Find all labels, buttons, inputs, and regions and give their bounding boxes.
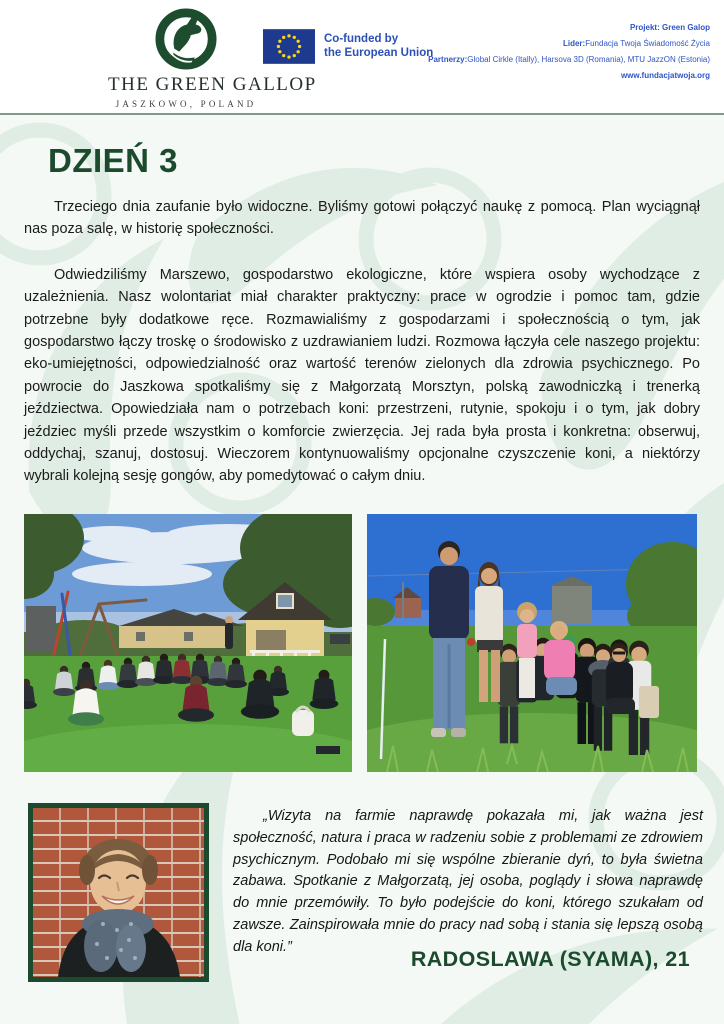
photo-group-standing-illustration [367,514,697,772]
photo-group-sitting-illustration [24,514,352,772]
green-gallop-logo [108,8,317,109]
header [0,0,724,113]
partners-label: Partnerzy: [428,55,468,64]
kid-pink [517,602,537,698]
project-label: Projekt: [629,23,660,32]
standing-facilitator [225,616,233,649]
leader-line [290,36,710,52]
paragraph-2: Odwiedziliśmy Marszewo, gospodarstwo ekologiczne, które wspiera osoby wychodzące z uzależnienia. Nasz wolontariat miał charakter praktyczny: prace w ogrodzie i pomoc tam, gdzie potrzebne były dodatkowe ręce. Rozmawialiśmy z gospodarzami i społecznością o tym, jak gospodarstwo łączy troskę o środowisko z uzdrawianiem ludzi. Rozmowa łączyła cele naszego projektu: eko-umiejętności, odpowiedzialność oraz wartość terenów zielonych dla zdrowia psychicznego. Po powrocie do Jaszkowa spotkaliśmy się z Małgorzatą Morsztyn, polską zawodniczką i trenerką jeździectwa. Opowiedziała nam o potrzebach koni: przestrzeni, rutynie, spokoju i o tym, jak dobry jeździec myśli przede wszystkim o komforcie zwierzęcia. Jej rada była prosta i konkretna: obserwuj, oddychaj, szanuj, dostosuj. Wieczorem kontynuowaliśmy opcjonalne czyszczenie koni, a niektórzy wybrali kolejną sesję gongów, aby pomedytować o całym dniu. [24,266,700,485]
partners-line [290,52,710,68]
quote-attribution: RADOSLAWA (SYAMA), 21 [410,947,690,971]
photo-group-sitting-lawn [24,514,352,772]
body-text [24,196,700,511]
paragraph-1: Trzeciego dnia zaufanie było widoczne. Byliśmy gotowi połączyć naukę z pomocą. Plan wyciągnął nas poza salę, w historię społeczności. [24,199,700,238]
portrait-illustration [33,808,204,977]
photo-portrait-radoslawa [28,803,209,982]
logo-title: THE GREEN GALLOP [108,74,317,95]
partners-value: Global Cirkle (Itally), Harsova 3D (Romania), MTU JazzON (Estonia) [467,55,710,64]
leader-label: Lider: [562,39,586,48]
website-link[interactable]: www.fundacjatwoja.org [620,71,710,80]
project-line [290,20,710,36]
leader-value: Fundacja Twoja Świadomość Życia [585,39,710,48]
logo-subtitle: JASZKOWO, POLAND [115,99,257,109]
page-title: DZIEŃ 3 [48,142,179,179]
project-info [290,20,710,84]
header-divider [0,113,724,115]
eu-badge-line1: Co-funded by [324,33,399,45]
horse-logo-icon [155,8,217,70]
eu-badge-line2: the European Union [324,46,434,59]
quote-text: „Wizyta na farmie naprawdę pokazała mi, jak ważna jest społeczność, natura i praca w radzeniu sobie z problemami ze zdrowiem psychicznym. Podobało mi się wspólne zbieranie dyń, to była świetna zabawa. Spotkanie z Małgorzatą, jej osoba, poglądy i słowa naprawdę do mnie przemówiły. To było podejście do koni, którego szukałam od zawsze. Zainspirowała mnie do pracy nad sobą i stania się lepszą osobą dla koni.” [233,808,703,955]
photo-group-standing-field [367,514,697,772]
project-value: Green Galop [659,23,710,32]
